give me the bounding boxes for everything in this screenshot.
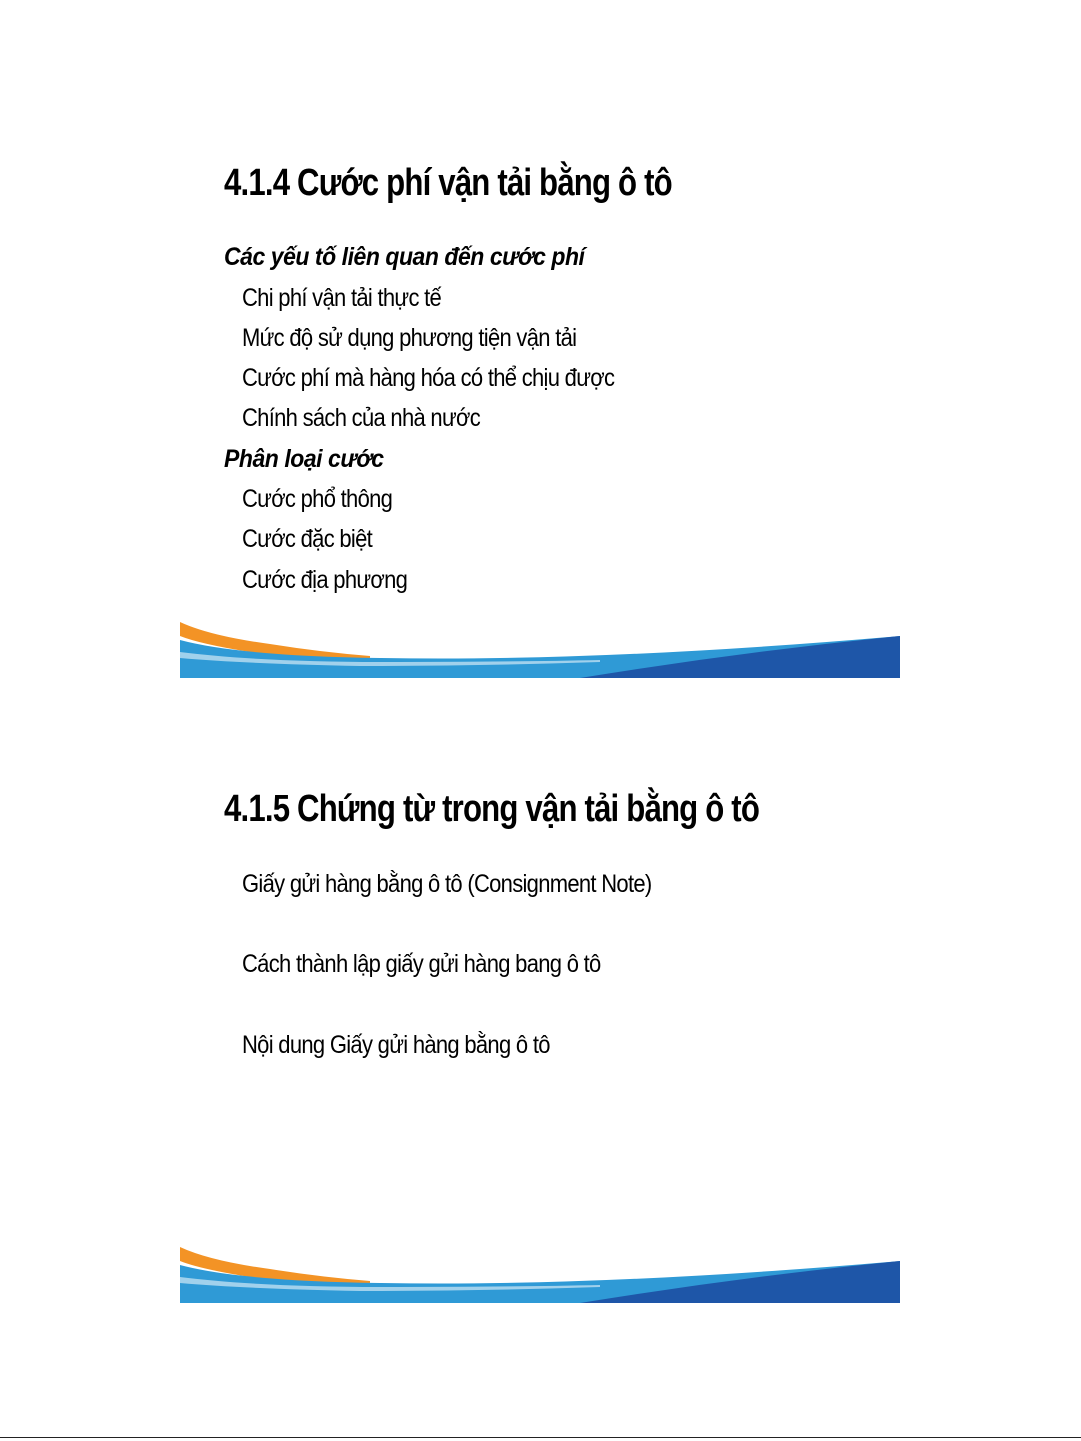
decorative-wave-banner [180, 1247, 900, 1303]
section-heading-cost-factors: Các yếu tố liên quan đến cước phí [224, 243, 585, 271]
list-item: Cước phí mà hàng hóa có thể chịu được [242, 364, 615, 392]
slide-title: 4.1.4 Cước phí vận tải bằng ô tô [224, 162, 672, 204]
list-item: Chính sách của nhà nước [242, 404, 481, 432]
slide-4-1-5 [0, 720, 1081, 1320]
section-heading-fare-types: Phân loại cước [224, 445, 384, 473]
list-item: Cách thành lập giấy gửi hàng bang ô tô [242, 950, 601, 978]
list-item: Nội dung Giấy gửi hàng bằng ô tô [242, 1031, 550, 1059]
list-item: Cước phổ thông [242, 485, 393, 513]
list-item: Cước địa phương [242, 566, 408, 594]
slide-4-1-4 [0, 0, 1081, 700]
slide-title: 4.1.5 Chứng từ trong vận tải bằng ô tô [224, 788, 760, 830]
list-item: Chi phí vận tải thực tế [242, 284, 442, 312]
decorative-wave-banner [180, 622, 900, 678]
page-divider [0, 1437, 1081, 1438]
list-item: Giấy gửi hàng bằng ô tô (Consignment Note) [242, 870, 652, 898]
list-item: Mức độ sử dụng phương tiện vận tải [242, 324, 577, 352]
list-item: Cước đặc biệt [242, 525, 373, 553]
